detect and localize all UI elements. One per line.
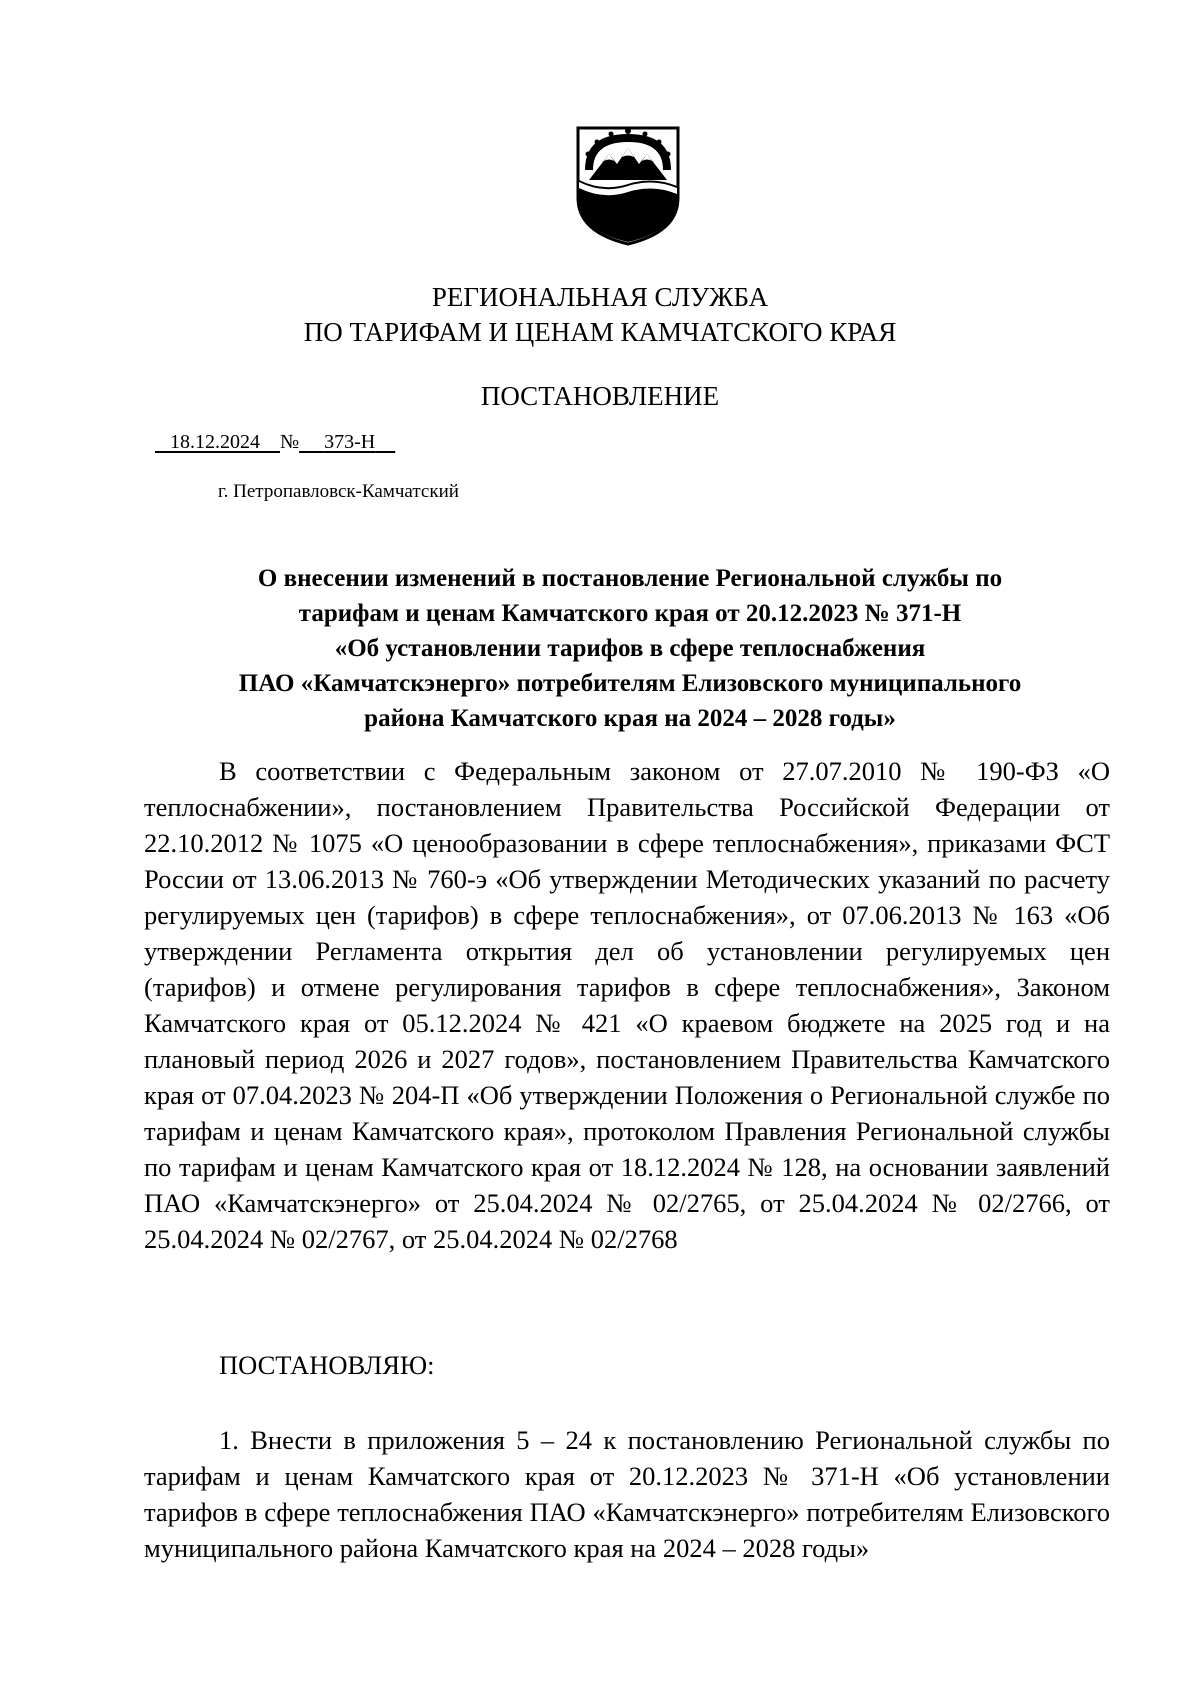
number-sign: № <box>280 431 300 453</box>
document-type: ПОСТАНОВЛЕНИЕ <box>480 381 720 411</box>
organization-name-line2: ПО ТАРИФАМ И ЦЕНАМ КАМЧАТСКОГО КРАЯ <box>303 317 897 347</box>
title-line4: ПАО «Камчатскэнерго» потребителям Елизовского муниципального <box>238 670 1022 697</box>
title-line3: «Об установлении тарифов в сфере теплоснабжения <box>334 635 926 662</box>
organization-name-line1: РЕГИОНАЛЬНАЯ СЛУЖБА <box>431 282 769 312</box>
item-1-paragraph: 1. Внести в приложения 5 – 24 к постановлению Региональной службы по тарифам и ценам Камчатского края от 20.12.2023 № 371-Н «Об установлении тарифов в сфере теплоснабжения ПАО «Камчатскэнерго» потребителям Елизовского муниципального района Камчатского края на 2024 – 2028 годы» <box>144 1425 1110 1563</box>
decree-heading: ПОСТАНОВЛЯЮ: <box>219 1350 435 1380</box>
title-line2: тарифам и ценам Камчатского края от 20.12.2023 № 371-Н <box>298 600 962 627</box>
date-number-line <box>155 431 395 454</box>
preamble-paragraph: В соответствии с Федеральным законом от 27.07.2010 № 190-ФЗ «О теплоснабжении», постановлением Правительства Российской Федерации от 22.10.2012 № 1075 «О ценообразовании в сфере теплоснабжения», приказами ФСТ России от 13.06.2013 № 760-э «Об утверждении Методических указаний по расчету регулируемых цен (тарифов) в сфере теплоснабжения», от 07.06.2013 № 163 «Об утверждении Регламента открытия дел об установлении регулируемых цен (тарифов) и отмене регулирования тарифов в сфере теплоснабжения», Законом Камчатского края от 05.12.2024 № 421 «О краевом бюджете на 2025 год и на плановый период 2026 и 2027 годов», постановлением Правительства Камчатского края от 07.04.2023 № 204-П «Об утверждении Положения о Региональной службе по тарифам и ценам Камчатского края», протоколом Правления Региональной службы по тарифам и ценам Камчатского края от 18.12.2024 № 128, на основании заявлений ПАО «Камчатскэнерго» от 25.04.2024 № 02/2765, от 25.04.2024 № 02/2766, от 25.04.2024 № 02/2767, от 25.04.2024 № 02/2768 <box>144 756 1110 1254</box>
document-date: 18.12.2024 <box>170 431 260 453</box>
document-title <box>150 561 1110 736</box>
title-line5: района Камчатского края на 2024 – 2028 годы» <box>364 705 896 732</box>
document-number: 373-Н <box>324 431 376 453</box>
organization-name <box>0 280 1200 350</box>
city-name: г. Петропавловск-Камчатский <box>218 481 459 502</box>
kamchatka-coat-of-arms-icon <box>573 120 683 246</box>
title-line1: О внесении изменений в постановление Региональной службы по <box>257 565 1003 592</box>
